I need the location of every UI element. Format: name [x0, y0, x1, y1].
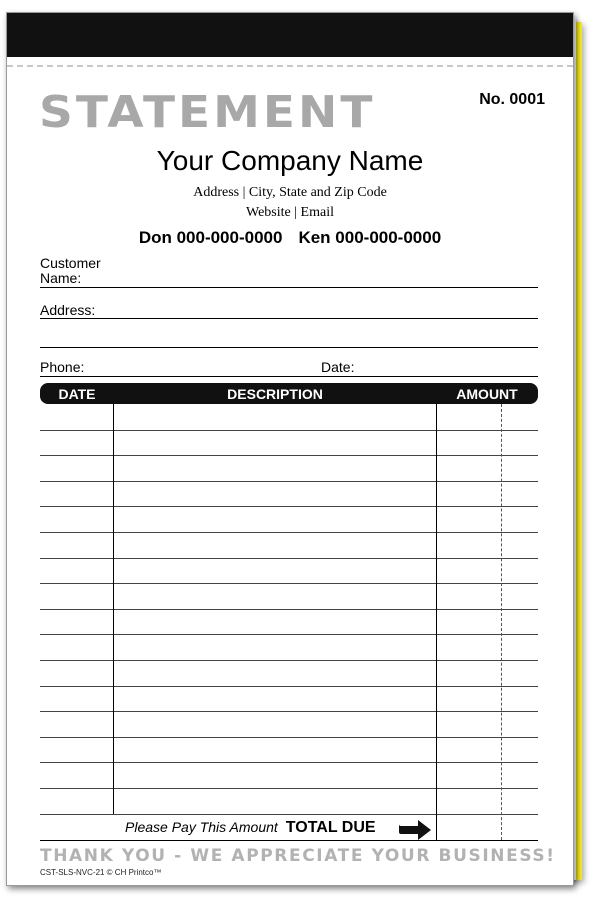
table-row-line — [40, 558, 538, 559]
phone-don: Don 000-000-0000 — [138, 228, 283, 247]
right-arrow-icon — [398, 819, 432, 841]
address-label: Address: — [40, 302, 96, 318]
table-row-line — [40, 506, 538, 507]
table-row-line — [40, 634, 538, 635]
form-title: STATEMENT — [39, 87, 376, 138]
form-number: No. 0001 — [479, 91, 545, 108]
thank-you-banner: THANK YOU - WE APPRECIATE YOUR BUSINESS! — [40, 846, 556, 866]
table-row-line — [40, 430, 538, 431]
phone-date-line[interactable] — [40, 376, 538, 377]
date-label: Date: — [321, 359, 355, 375]
address-line-1[interactable] — [40, 318, 538, 319]
col-date-header: DATE — [58, 386, 96, 402]
total-due-row — [125, 819, 376, 837]
total-due-label: TOTAL DUE — [285, 819, 376, 836]
perforation-line — [7, 65, 573, 67]
binding-strip — [7, 13, 573, 57]
table-row-line — [40, 660, 538, 661]
table-row-line — [40, 814, 538, 815]
statement-form — [6, 12, 574, 886]
table-row-line — [40, 762, 538, 763]
col-description-header: DESCRIPTION — [227, 386, 323, 402]
address-line-2[interactable] — [40, 347, 538, 348]
phone-numbers — [7, 228, 573, 248]
table-row-line — [40, 711, 538, 712]
table-row-line — [40, 532, 538, 533]
pay-text: Please Pay This Amount — [125, 819, 278, 835]
company-web: Website | Email — [246, 205, 334, 220]
table-row-line — [40, 686, 538, 687]
product-code: CST-SLS-NVC-21 © CH Printco™ — [40, 868, 162, 877]
table-row-line — [40, 583, 538, 584]
customer-name-label: Customer Name: — [40, 255, 101, 286]
table-row-line — [40, 481, 538, 482]
company-address: Address | City, State and Zip Code — [193, 185, 387, 200]
table-row-line — [40, 609, 538, 610]
table-row-line — [40, 737, 538, 738]
cents-column-divider — [501, 404, 502, 840]
customer-name-line[interactable] — [40, 287, 538, 288]
phone-ken: Ken 000-000-0000 — [298, 228, 442, 247]
amount-column-divider — [436, 404, 437, 840]
table-row-line — [40, 455, 538, 456]
total-due-line — [40, 840, 538, 841]
col-amount-header: AMOUNT — [456, 386, 518, 402]
table-row-line — [40, 788, 538, 789]
table-header — [40, 383, 538, 404]
company-name: Your Company Name — [156, 145, 424, 176]
date-column-divider — [113, 404, 114, 814]
phone-label: Phone: — [40, 359, 85, 375]
